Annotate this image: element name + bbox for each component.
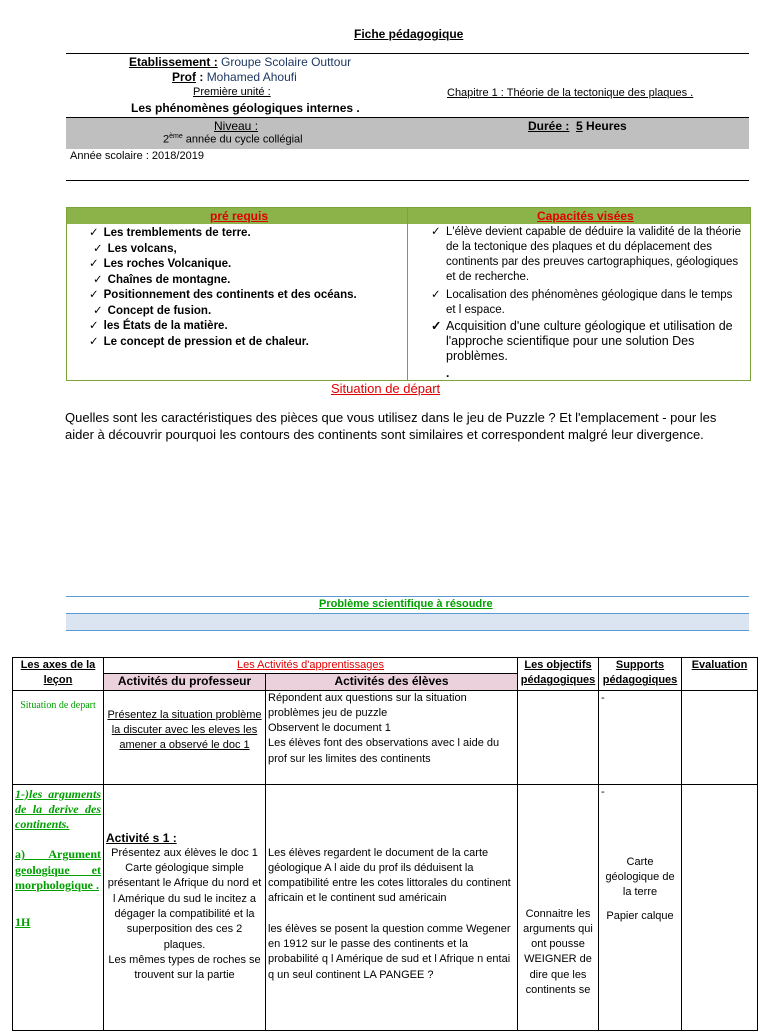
- row2-prof: Activité s 1 : Présentez aux élèves le doc 1 Carte géologique simple présentant le Afrique du nord et l Amérique du sud le incitez a dégager la compatibilité et la superposition des ces 2 plaques. Les mêmes types de roches se trouvent sur la partie: [104, 784, 266, 1030]
- header-evaluation: Evaluation: [682, 658, 758, 691]
- top-rule: [66, 53, 749, 54]
- unit-value: Les phénomènes géologiques internes .: [131, 101, 360, 115]
- capacite-trailing: .: [446, 366, 450, 380]
- prerequis-item: ✓ Chaînes de montagne.: [93, 272, 230, 286]
- capacite-item: ✓ Acquisition d'une culture géologique et utilisation de l'approche scientifique pour une solution Des problèmes.: [431, 319, 733, 363]
- capacites-title: Capacités visées: [537, 209, 634, 223]
- annee-scolaire: Année scolaire : 2018/2019: [70, 150, 204, 162]
- doc-title: Fiche pédagogique: [354, 27, 464, 41]
- probleme-title: Problème scientifique à résoudre: [319, 598, 493, 610]
- header-objectifs: Les objectifs pédagogiques: [518, 658, 599, 691]
- prof-value: Mohamed Ahoufi: [206, 70, 297, 84]
- row1-supports: -: [599, 690, 682, 784]
- capacite-item: ✓ L'élève devient capable de déduire la validité de la théorie de la tectonique des plaques et du déplacement des continents par des preuves cartographiques, géologiques et de recherche.: [431, 226, 742, 283]
- header-supports: Supports pédagogiques: [599, 658, 682, 691]
- row2-objectifs: Connaitre les arguments qui ont pousse WEIGNER de dire que les continents se: [518, 784, 599, 1030]
- row1-eval: [682, 690, 758, 784]
- prerequis-item: ✓ les États de la matière.: [89, 318, 228, 332]
- row2-axe: 1-)les arguments de la derive des continents. a) Argument geologique et morphologique . 1H: [13, 784, 104, 1030]
- niveau-rule: [66, 117, 749, 118]
- lesson-table: [12, 657, 758, 1031]
- header-eleves: Activités des élèves: [266, 674, 518, 690]
- prerequis-item: ✓ Les tremblements de terre.: [89, 225, 251, 239]
- duree: Durée : 5 Heures: [528, 119, 627, 133]
- header-bottom-rule: [66, 180, 749, 181]
- capacite-item: ✓ Localisation des phénomènes géologique dans le temps et l espace.: [431, 289, 733, 316]
- prerequis-item: ✓ Positionnement des continents et des océans.: [89, 287, 357, 301]
- situation-text: Quelles sont les caractéristiques des pièces que vous utilisez dans le jeu de Puzzle ? Et l'emplacement - pour les aider à découvrir pourquoi les contours des continents sont similaires et correspondent malgré leur divergence.: [65, 410, 717, 442]
- prof-label: Prof: [172, 70, 196, 84]
- header-axes: Les axes de la leçon: [13, 658, 104, 691]
- prerequis-item: ✓ Le concept de pression et de chaleur.: [89, 334, 309, 348]
- prerequis-item: ✓ Les volcans,: [93, 241, 177, 255]
- prerequis-box: [66, 207, 751, 381]
- niveau-label: Niveau :: [214, 119, 259, 133]
- etab-label: Etablissement :: [129, 55, 218, 69]
- niveau-value: 2ème année du cycle collégial: [163, 133, 303, 146]
- row2-eval: [682, 784, 758, 1030]
- situation-title: Situation de départ: [331, 381, 441, 396]
- prerequis-item: ✓ Les roches Volcanique.: [89, 256, 231, 270]
- probleme-band: [66, 613, 749, 631]
- prerequis-header-band: [67, 208, 750, 224]
- row1-axe: Situation de depart: [13, 690, 104, 784]
- chapter-title: Chapitre 1 : Théorie de la tectonique des plaques .: [447, 87, 694, 99]
- etab-line: [129, 55, 351, 69]
- prerequis-item: ✓ Concept de fusion.: [93, 303, 211, 317]
- probleme-top-rule: [66, 596, 749, 597]
- row1-objectifs: [518, 690, 599, 784]
- row1-eleves: Répondent aux questions sur la situation problèmes jeu de puzzle Observent le document 1 Les élèves font des observations avec l aide du prof sur les limites des continents: [266, 690, 518, 784]
- row1-prof: Présentez la situation problème la discuter avec les eleves les amener a observé le doc 1: [104, 690, 266, 784]
- prerequis-divider: [407, 208, 408, 380]
- prerequis-title: pré requis: [210, 209, 269, 223]
- header-prof: Activités du professeur: [104, 674, 266, 690]
- etab-value: Groupe Scolaire Outtour: [221, 55, 352, 69]
- row2-supports: - Carte géologique de la terre Papier calque: [599, 784, 682, 1030]
- header-activites: Les Activités d'apprentissages: [104, 658, 518, 674]
- prof-line: Prof : Mohamed Ahoufi: [172, 70, 297, 84]
- unit-label: Première unité :: [193, 86, 271, 98]
- row2-eleves: Les élèves regardent le document de la carte géologique A l aide du prof ils déduisent la compatibilité entre les cotes littorales du continent africain et le continent sud américain les élèves se posent la question comme Wegener en 1912 sur le passe des continents et la probabilité q l Amérique de sud et l Afrique n entai q un seul continent LA PANGEE ?: [266, 784, 518, 1030]
